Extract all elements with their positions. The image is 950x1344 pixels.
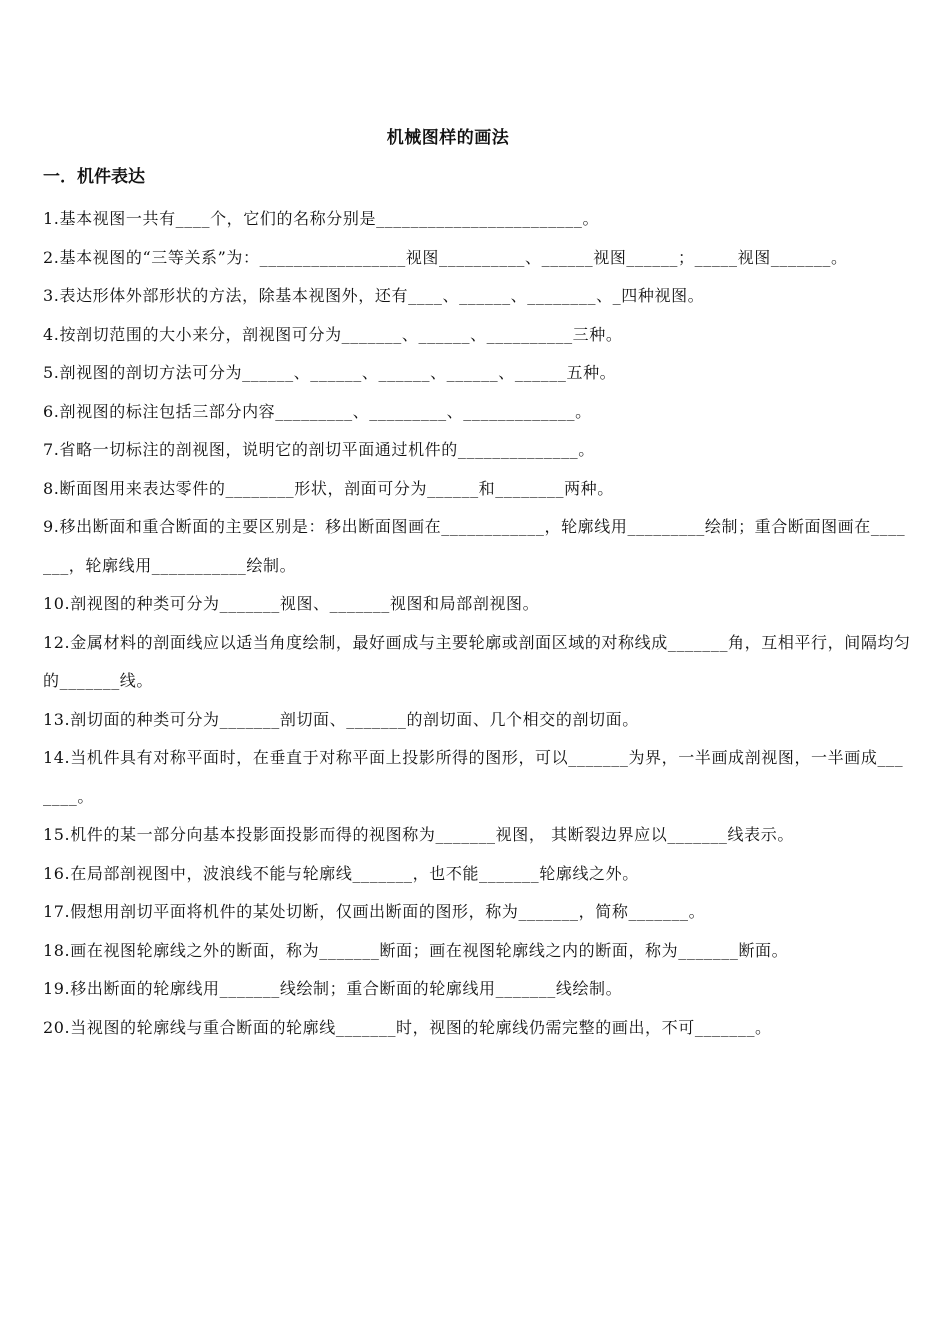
page-title: 机械图样的画法	[386, 128, 510, 148]
question-item: 3.表达形体外部形状的方法，除基本视图外，还有____、______、________、_四种视图。	[43, 286, 705, 305]
question-item: 16.在局部剖视图中，波浪线不能与轮廓线_______，也不能_______轮廓线之外。	[43, 863, 639, 883]
question-item: 14.当机件具有对称平面时，在垂直于对称平面上投影所得的图形，可以_______为界，一半画成剖视图，一半画成_______。	[43, 748, 904, 806]
question-item: 2.基本视图的“三等关系”为：_________________视图__________、______视图______；_____视图_______。	[43, 247, 848, 267]
question-item: 6.剖视图的标注包括三部分内容_________、_________、_____________。	[43, 401, 592, 421]
question-item: 18.画在视图轮廓线之外的断面，称为_______断面；画在视图轮廓线之内的断面，称为_______断面。	[43, 940, 789, 960]
question-item: 20.当视图的轮廓线与重合断面的轮廓线_______时，视图的轮廓线仍需完整的画出，不可_______。	[43, 1017, 772, 1037]
question-item: 4.按剖切范围的大小来分，剖视图可分为_______、______、__________三种。	[43, 324, 623, 344]
section-heading: 一．机件表达	[43, 167, 145, 187]
question-item: 12.金属材料的剖面线应以适当角度绘制，最好画成与主要轮廓或剖面区域的对称线成_______角，互相平行，间隔均匀的_______线。	[43, 632, 911, 690]
question-list	[43, 200, 911, 1047]
question-item: 15.机件的某一部分向基本投影面投影而得的视图称为_______视图， 其断裂边界应以_______线表示。	[43, 825, 794, 844]
question-item: 8.断面图用来表达零件的________形状，剖面可分为______和________两种。	[43, 478, 614, 498]
question-item: 19.移出断面的轮廓线用_______线绘制；重合断面的轮廓线用_______线绘制。	[43, 979, 623, 998]
question-item: 7.省略一切标注的剖视图，说明它的剖切平面通过机件的______________。	[43, 440, 595, 459]
question-item: 17.假想用剖切平面将机件的某处切断，仅画出断面的图形，称为_______，简称_______。	[43, 902, 706, 921]
question-item: 10.剖视图的种类可分为_______视图、_______视图和局部剖视图。	[43, 594, 540, 613]
question-item: 9.移出断面和重合断面的主要区别是：移出断面图画在____________，轮廓线用_________绘制；重合断面图画在_______，轮廓线用___________绘制。	[43, 517, 906, 575]
question-item: 1.基本视图一共有____个，它们的名称分别是________________________。	[43, 209, 600, 228]
question-item: 5.剖视图的剖切方法可分为______、______、______、______、______五种。	[43, 363, 617, 382]
question-item: 13.剖切面的种类可分为_______剖切面、_______的剖切面、几个相交的剖切面。	[43, 709, 639, 729]
